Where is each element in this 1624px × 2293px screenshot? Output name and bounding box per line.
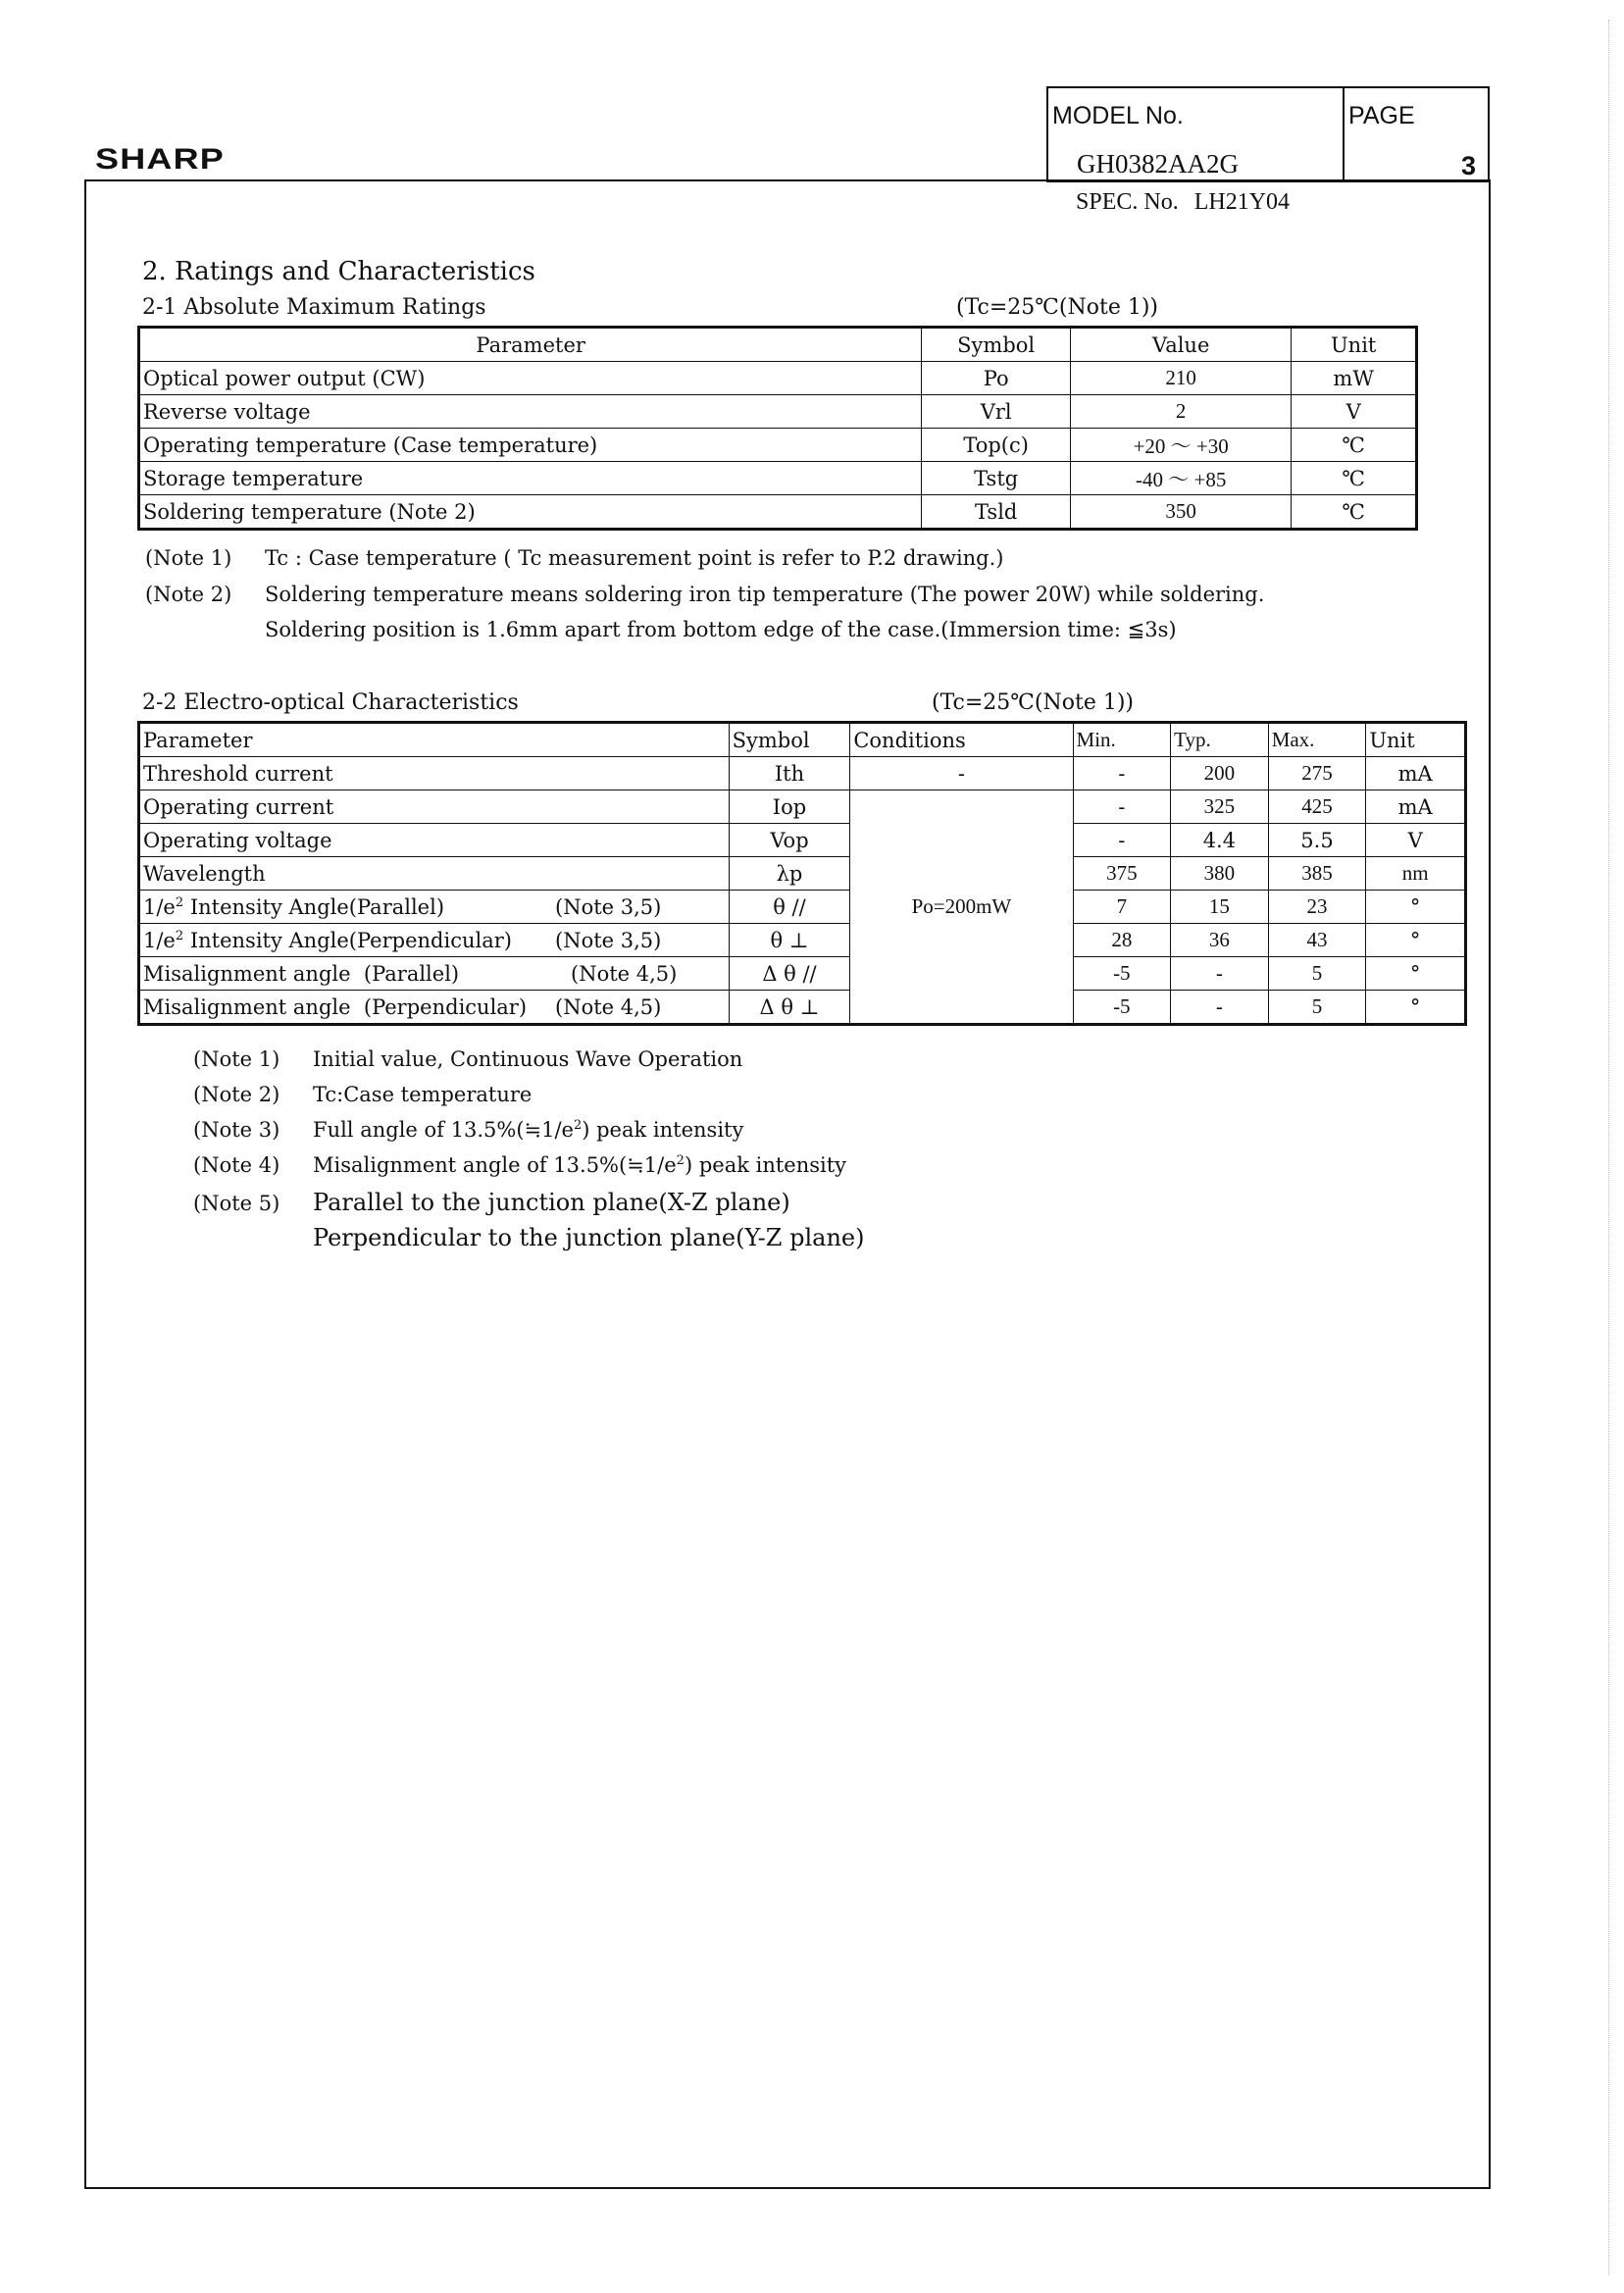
table-row bbox=[139, 824, 1466, 857]
page-label: PAGE bbox=[1348, 102, 1415, 129]
note-line bbox=[193, 1153, 846, 1177]
min-cell: 28 bbox=[1073, 924, 1171, 957]
scan-edge-line bbox=[1608, 20, 1609, 2275]
max-cell: 43 bbox=[1268, 924, 1366, 957]
param-cell bbox=[139, 891, 730, 924]
symbol-cell: Tstg bbox=[922, 462, 1071, 495]
param-cell bbox=[139, 924, 730, 957]
model-label: MODEL No. bbox=[1052, 102, 1184, 129]
value-cell: 2 bbox=[1070, 395, 1291, 429]
note-line bbox=[145, 618, 1177, 641]
param-note: (Note 4,5) bbox=[555, 994, 662, 1019]
note-line bbox=[145, 546, 1004, 570]
header-box bbox=[1046, 86, 1490, 182]
unit-cell: ℃ bbox=[1292, 462, 1417, 495]
note-text: Tc : Case temperature ( Tc measurement point is refer to P.2 drawing.) bbox=[265, 546, 1004, 570]
max-cell: 5 bbox=[1268, 957, 1366, 991]
min-cell: -5 bbox=[1073, 957, 1171, 991]
typ-cell: 380 bbox=[1171, 857, 1269, 891]
typ-cell: 15 bbox=[1171, 891, 1269, 924]
table-row bbox=[139, 924, 1466, 957]
section-title: 2. Ratings and Characteristics bbox=[142, 257, 535, 286]
min-cell: - bbox=[1073, 824, 1171, 857]
max-cell: 385 bbox=[1268, 857, 1366, 891]
header-cell: Max. bbox=[1268, 723, 1366, 757]
param-text: Operating voltage bbox=[143, 828, 332, 852]
typ-cell: 36 bbox=[1171, 924, 1269, 957]
note-text: Initial value, Continuous Wave Operation bbox=[313, 1047, 743, 1071]
symbol-cell: θ ⊥ bbox=[729, 924, 850, 957]
note-text-pre: Full angle of 13.5%(≒1/e bbox=[313, 1118, 574, 1142]
param-text-pre: 1/e bbox=[143, 928, 176, 952]
typ-cell: - bbox=[1171, 957, 1269, 991]
param-cell bbox=[139, 824, 730, 857]
table-row bbox=[139, 790, 1466, 824]
param-text-post: Intensity Angle(Perpendicular) bbox=[183, 928, 512, 952]
header-cell: Typ. bbox=[1171, 723, 1269, 757]
typ-cell: 325 bbox=[1171, 790, 1269, 824]
symbol-cell: Ith bbox=[729, 757, 850, 790]
note-tag: (Note 1) bbox=[145, 546, 232, 570]
header-cell: Parameter bbox=[139, 328, 922, 362]
value-cell: 210 bbox=[1070, 362, 1291, 395]
note-text-post: ) peak intensity bbox=[582, 1118, 744, 1142]
conditions-cell: - bbox=[850, 757, 1073, 790]
min-cell: -5 bbox=[1073, 991, 1171, 1025]
param-cell: Soldering temperature (Note 2) bbox=[139, 495, 922, 530]
spec-value: LH21Y04 bbox=[1193, 189, 1291, 215]
note-line bbox=[193, 1118, 743, 1142]
table-row bbox=[139, 495, 1417, 530]
param-superscript: 2 bbox=[175, 928, 184, 943]
note-text-pre: Misalignment angle of 13.5%(≒1/e bbox=[313, 1153, 677, 1177]
min-cell: 375 bbox=[1073, 857, 1171, 891]
max-cell: 275 bbox=[1268, 757, 1366, 790]
unit-cell: ° bbox=[1366, 891, 1466, 924]
max-cell: 5 bbox=[1268, 991, 1366, 1025]
min-cell: - bbox=[1073, 790, 1171, 824]
header-cell: Unit bbox=[1292, 328, 1417, 362]
symbol-cell: θ // bbox=[729, 891, 850, 924]
value-cell: -40 ～ +85 bbox=[1070, 462, 1291, 495]
header-cell: Conditions bbox=[850, 723, 1073, 757]
page-number: 3 bbox=[1461, 151, 1477, 180]
max-cell: 23 bbox=[1268, 891, 1366, 924]
sharp-logo: SHARP bbox=[95, 143, 226, 176]
symbol-cell: Iop bbox=[729, 790, 850, 824]
sub2-condition: (Tc=25℃(Note 1)) bbox=[932, 690, 1135, 715]
param-cell: Reverse voltage bbox=[139, 395, 922, 429]
param-cell: Optical power output (CW) bbox=[139, 362, 922, 395]
note-line bbox=[193, 1224, 864, 1251]
table-header-row bbox=[139, 328, 1417, 362]
value-cell: 350 bbox=[1070, 495, 1291, 530]
param-text: Threshold current bbox=[143, 761, 333, 786]
param-text bbox=[143, 929, 555, 952]
unit-cell: ° bbox=[1366, 924, 1466, 957]
note-line bbox=[193, 1189, 790, 1216]
symbol-cell: Po bbox=[922, 362, 1071, 395]
max-cell: 5.5 bbox=[1268, 824, 1366, 857]
note-superscript: 2 bbox=[676, 1153, 685, 1168]
value-cell: +20 ～ +30 bbox=[1070, 429, 1291, 462]
param-note: (Note 4,5) bbox=[571, 961, 678, 986]
note-line bbox=[193, 1083, 532, 1106]
typ-cell: 4.4 bbox=[1171, 824, 1269, 857]
param-text-pre: 1/e bbox=[143, 894, 176, 919]
header-cell: Min. bbox=[1073, 723, 1171, 757]
sub1-title: 2-1 Absolute Maximum Ratings bbox=[142, 295, 486, 320]
unit-cell: ° bbox=[1366, 991, 1466, 1025]
note-tag: (Note 2) bbox=[193, 1083, 280, 1106]
table-row bbox=[139, 857, 1466, 891]
param-note: (Note 3,5) bbox=[555, 894, 662, 919]
unit-cell: ℃ bbox=[1292, 429, 1417, 462]
note-text: Tc:Case temperature bbox=[313, 1083, 533, 1106]
note-line bbox=[193, 1047, 742, 1071]
symbol-cell: Vop bbox=[729, 824, 850, 857]
param-text: Misalignment angle (Parallel) bbox=[143, 961, 460, 986]
param-superscript: 2 bbox=[175, 894, 184, 910]
typ-cell: 200 bbox=[1171, 757, 1269, 790]
unit-cell: mA bbox=[1366, 757, 1466, 790]
param-cell: Storage temperature bbox=[139, 462, 922, 495]
header-cell: Parameter bbox=[139, 723, 730, 757]
table-row bbox=[139, 462, 1417, 495]
header-cell: Unit bbox=[1366, 723, 1466, 757]
table-row bbox=[139, 362, 1417, 395]
unit-cell: ° bbox=[1366, 957, 1466, 991]
param-cell bbox=[139, 991, 730, 1025]
param-note: (Note 3,5) bbox=[555, 928, 662, 952]
unit-cell: V bbox=[1366, 824, 1466, 857]
note-text: Soldering temperature means soldering iron tip temperature (The power 20W) while soldering. bbox=[265, 583, 1265, 606]
header-cell: Value bbox=[1070, 328, 1291, 362]
header-cell: Symbol bbox=[922, 328, 1071, 362]
symbol-cell: Top(c) bbox=[922, 429, 1071, 462]
sub1-condition: (Tc=25℃(Note 1)) bbox=[956, 295, 1159, 320]
symbol-cell: Vrl bbox=[922, 395, 1071, 429]
param-text: Misalignment angle (Perpendicular) bbox=[143, 994, 528, 1019]
unit-cell: V bbox=[1292, 395, 1417, 429]
table-row bbox=[139, 757, 1466, 790]
table-row bbox=[139, 991, 1466, 1025]
sub2-title: 2-2 Electro-optical Characteristics bbox=[142, 690, 519, 715]
header-cell: Symbol bbox=[729, 723, 850, 757]
min-cell: - bbox=[1073, 757, 1171, 790]
electro-optical-table bbox=[137, 721, 1467, 1026]
header-divider bbox=[1343, 88, 1345, 182]
param-cell: Operating temperature (Case temperature) bbox=[139, 429, 922, 462]
table-row bbox=[139, 957, 1466, 991]
note-text: Perpendicular to the junction plane(Y-Z plane) bbox=[313, 1224, 865, 1251]
note-tag: (Note 5) bbox=[193, 1192, 280, 1215]
model-value: GH0382AA2G bbox=[1077, 149, 1239, 178]
symbol-cell: λp bbox=[729, 857, 850, 891]
param-cell bbox=[139, 857, 730, 891]
unit-cell: nm bbox=[1366, 857, 1466, 891]
unit-cell: mW bbox=[1292, 362, 1417, 395]
note-line bbox=[145, 583, 1264, 606]
param-text bbox=[143, 895, 555, 919]
min-cell: 7 bbox=[1073, 891, 1171, 924]
table-row bbox=[139, 891, 1466, 924]
symbol-cell: Δ θ // bbox=[729, 957, 850, 991]
spec-label: SPEC. No. bbox=[1076, 189, 1179, 215]
note-tag: (Note 4) bbox=[193, 1153, 280, 1177]
symbol-cell: Δ θ ⊥ bbox=[729, 991, 850, 1025]
unit-cell: ℃ bbox=[1292, 495, 1417, 530]
absolute-max-ratings-table bbox=[137, 326, 1418, 531]
unit-cell: mA bbox=[1366, 790, 1466, 824]
table-row bbox=[139, 395, 1417, 429]
note-tag: (Note 2) bbox=[145, 583, 232, 606]
table-header-row bbox=[139, 723, 1466, 757]
param-text-post: Intensity Angle(Parallel) bbox=[183, 894, 445, 919]
symbol-cell: Tsld bbox=[922, 495, 1071, 530]
note-text-post: ) peak intensity bbox=[684, 1153, 847, 1177]
param-text: Operating current bbox=[143, 794, 334, 819]
note-text: Parallel to the junction plane(X-Z plane) bbox=[313, 1189, 790, 1216]
note-text: Soldering position is 1.6mm apart from bottom edge of the case.(Immersion time: ≦3s) bbox=[265, 618, 1177, 641]
table-row bbox=[139, 429, 1417, 462]
param-cell bbox=[139, 957, 730, 991]
shared-conditions-cell: Po=200mW bbox=[850, 790, 1073, 1025]
param-cell bbox=[139, 757, 730, 790]
max-cell: 425 bbox=[1268, 790, 1366, 824]
param-text: Wavelength bbox=[143, 861, 266, 886]
param-cell bbox=[139, 790, 730, 824]
note-tag: (Note 3) bbox=[193, 1118, 280, 1142]
note-tag: (Note 1) bbox=[193, 1047, 280, 1071]
typ-cell: - bbox=[1171, 991, 1269, 1025]
note-superscript: 2 bbox=[573, 1118, 583, 1133]
